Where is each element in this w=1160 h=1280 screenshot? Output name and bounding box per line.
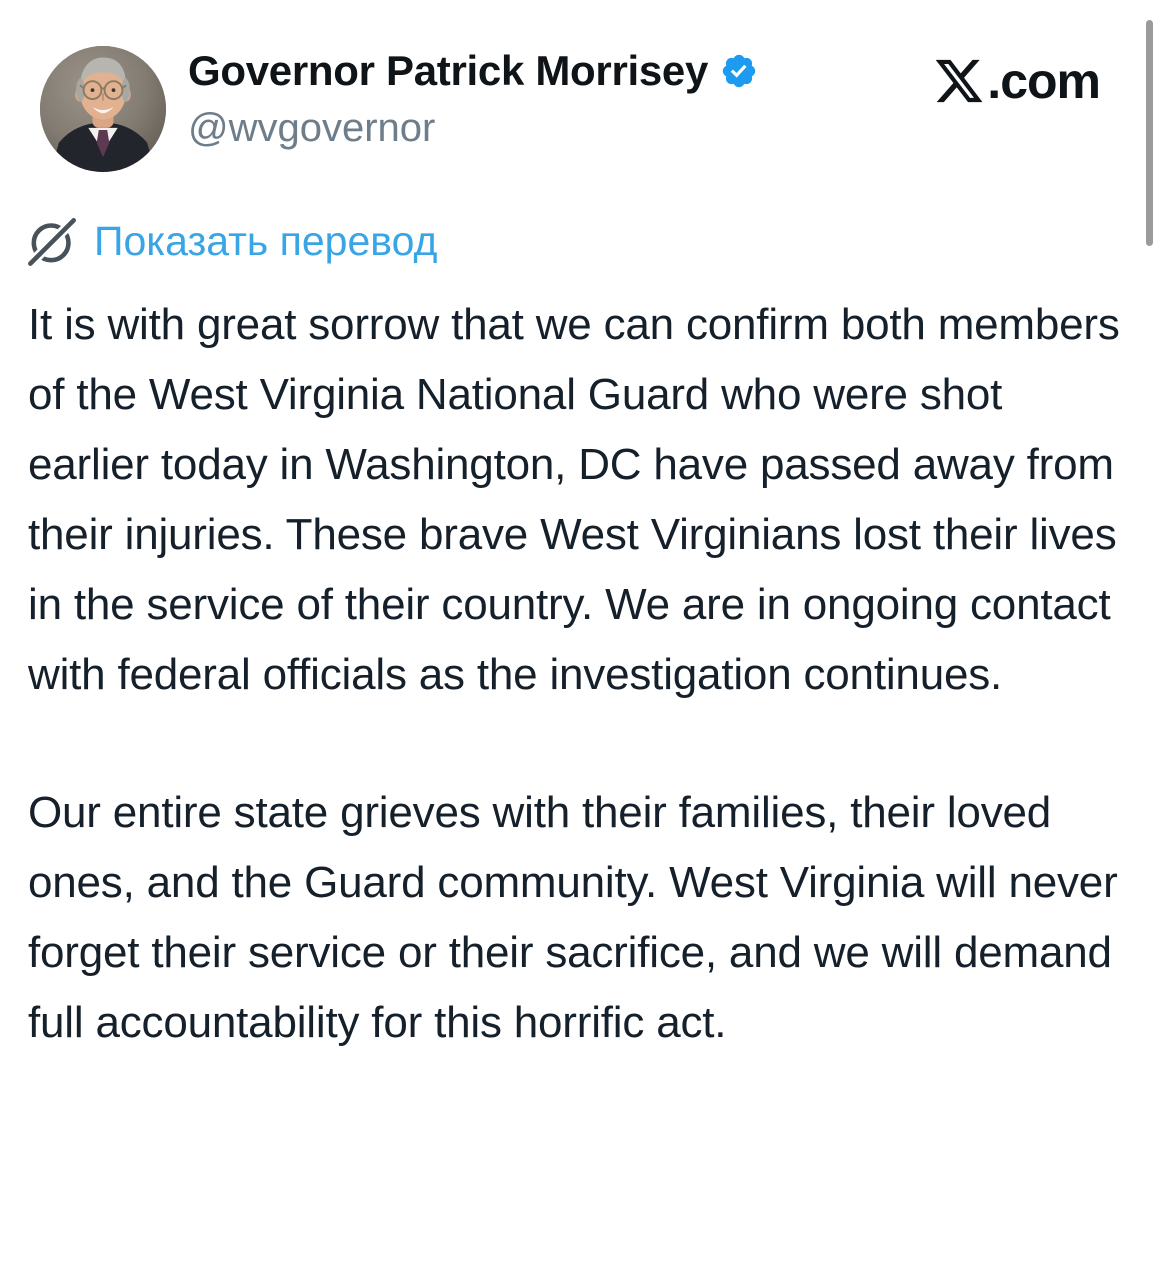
- tweet-header: [0, 0, 1160, 172]
- tweet-paragraph-1: It is with great sorrow that we can confirm both members of the West Virginia National Guard who were shot earlier today in Washington, DC have passed away from their injuries. These brave West Virginians lost their lives in the service of their country. We are in ongoing contact with federal officials as the investigation continues.: [28, 300, 1120, 699]
- author-info: [188, 46, 758, 152]
- show-translation-button[interactable]: [26, 216, 1160, 268]
- tweet-paragraph-2: Our entire state grieves with their families, their loved ones, and the Guard community. West Virginia will never forget their service or their sacrifice, and we will demand full accountability for this horrific act.: [28, 788, 1118, 1047]
- show-translation-label: Показать перевод: [94, 218, 438, 265]
- slashed-circle-translate-icon: [26, 216, 78, 268]
- tweet-body: [28, 290, 1132, 1058]
- x-com-logo[interactable]: [933, 52, 1124, 110]
- x-logo-icon: [933, 55, 985, 107]
- display-name[interactable]: Governor Patrick Morrisey: [188, 47, 709, 94]
- user-handle: @wvgovernor: [188, 106, 436, 151]
- x-com-label: .com: [987, 53, 1100, 109]
- avatar-portrait-image: [40, 46, 166, 172]
- avatar[interactable]: [40, 46, 166, 172]
- verified-badge-icon: [720, 52, 758, 90]
- scrollbar-thumb[interactable]: [1146, 20, 1153, 246]
